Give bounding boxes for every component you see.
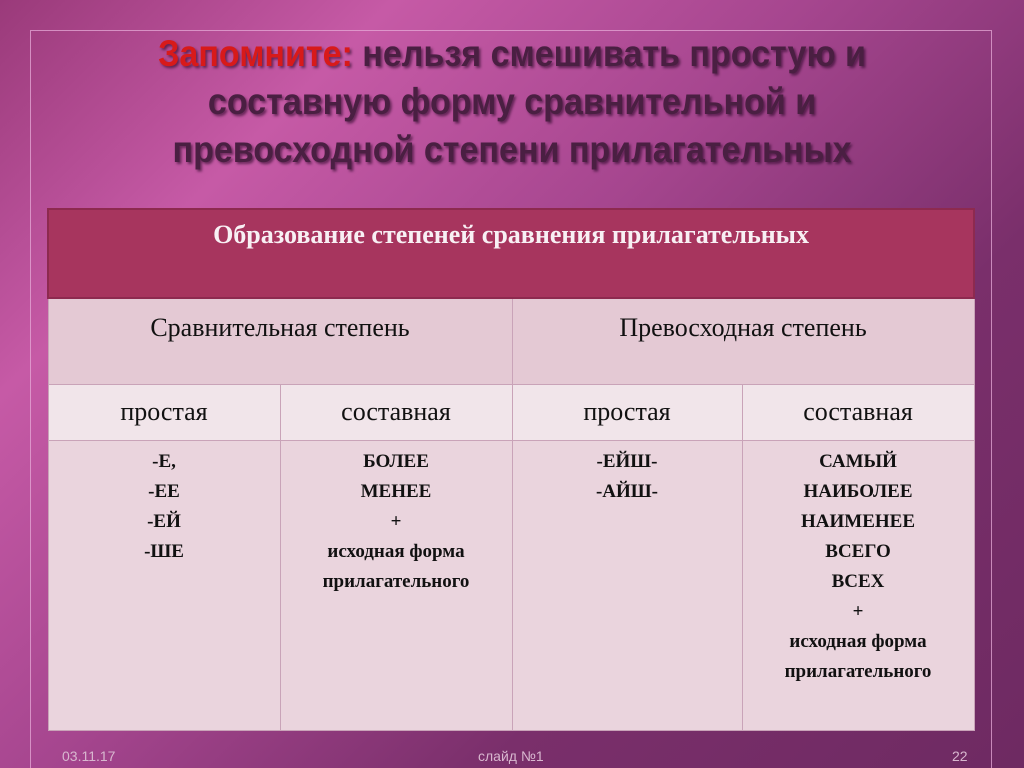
- word-line: НАИМЕНЕЕ: [801, 510, 916, 532]
- slide-title: [96, 30, 928, 174]
- cell-compound-superlative: [742, 440, 974, 730]
- title-accent: Запомните:: [158, 33, 353, 74]
- word-line: исходная форма: [327, 540, 465, 562]
- title-rest: нельзя смешивать простую и составную форму сравнительной и превосходной степени прилагательных: [172, 33, 866, 170]
- word-line: САМЫЙ: [819, 450, 897, 472]
- word-line: исходная форма: [789, 630, 927, 652]
- suffix-line: -ЕЙШ-: [596, 450, 658, 472]
- cell-compound-comparative: [280, 440, 512, 730]
- form-compound-superlative: составная: [742, 384, 974, 440]
- word-line: БОЛЕЕ: [363, 450, 429, 472]
- word-line: прилагательного: [784, 660, 932, 682]
- plus-line: +: [390, 510, 402, 532]
- word-line: МЕНЕЕ: [360, 480, 432, 502]
- footer-slide-label: слайд №1: [478, 748, 544, 764]
- word-line: НАИБОЛЕЕ: [803, 480, 913, 502]
- footer-date: 03.11.17: [62, 748, 116, 764]
- suffix-line: -ЕЕ: [148, 480, 180, 502]
- form-simple-superlative: простая: [512, 384, 742, 440]
- footer-page-number: 22: [952, 748, 968, 764]
- suffix-line: -АЙШ-: [595, 480, 659, 502]
- degree-row: [48, 298, 974, 384]
- word-line: ВСЕГО: [825, 540, 891, 562]
- form-simple-comparative: простая: [48, 384, 280, 440]
- word-line: прилагательного: [322, 570, 470, 592]
- examples-row: [48, 440, 974, 730]
- plus-line: +: [852, 600, 864, 622]
- suffix-line: -Е,: [152, 450, 176, 472]
- cell-simple-superlative: [512, 440, 742, 730]
- suffix-line: -ШЕ: [144, 540, 184, 562]
- table-header: Образование степеней сравнения прилагательных: [48, 209, 974, 298]
- table-header-row: [48, 209, 974, 298]
- form-compound-comparative: составная: [280, 384, 512, 440]
- degree-superlative: Превосходная степень: [512, 298, 974, 384]
- form-row: [48, 384, 974, 440]
- degree-comparative: Сравнительная степень: [48, 298, 512, 384]
- word-line: ВСЕХ: [831, 570, 885, 592]
- suffix-line: -ЕЙ: [147, 510, 181, 532]
- cell-simple-comparative: [48, 440, 280, 730]
- comparison-table: [47, 208, 975, 731]
